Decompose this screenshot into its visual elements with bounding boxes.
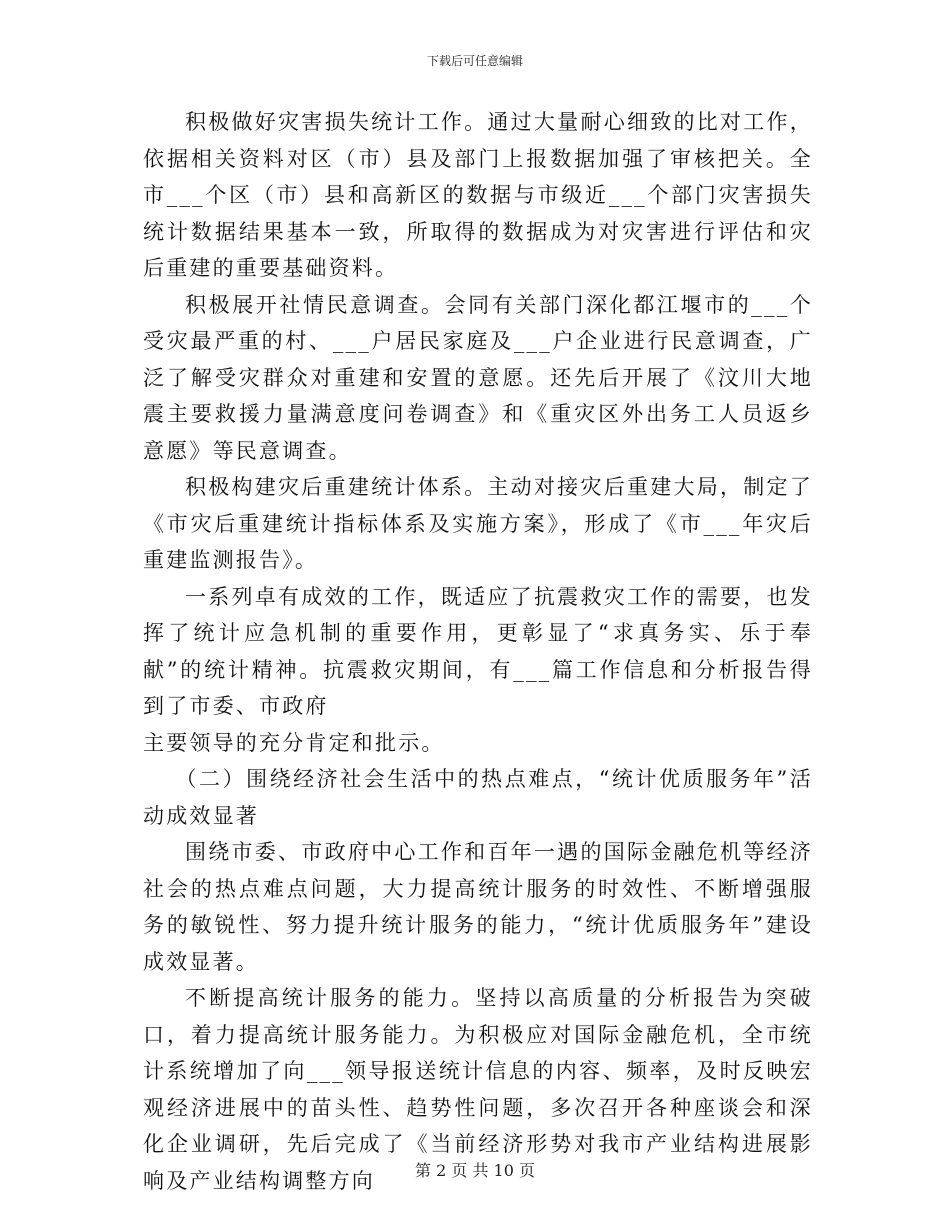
paragraph-hotspot-issues: 围绕市委、市政府中心工作和百年一遇的国际金融危机等经济社会的热点难点问题，大力提高统计服务的时效性、不断增强服务的敏锐性、努力提升统计服务的能力，“统计优质服务年”建设成效显著。 [143, 840, 813, 974]
paragraph-public-opinion-survey: 积极展开社情民意调查。会同有关部门深化都江堰市的___个受灾最严重的村、___户居民家庭及___户企业进行民意调查，广泛了解受灾群众对重建和安置的意愿。还先后开展了《汶川大地震主要救援力量满意度问卷调查》和《重灾区外出务工人员返乡意愿》等民意调查。 [143, 292, 813, 463]
page-header: 下载后可任意编辑 [426, 54, 523, 68]
document-body [143, 104, 813, 1199]
paragraph-disaster-loss-statistics: 积极做好灾害损失统计工作。通过大量耐心细致的比对工作，依据相关资料对区（市）县及部门上报数据加强了审核把关。全市___个区（市）县和高新区的数据与市级近___个部门灾害损失统计数据结果基本一致，所取得的数据成为对灾害进行评估和灾后重建的重要基础资料。 [143, 110, 813, 280]
page-number: 第 2 页 共 10 页 [415, 1161, 535, 1180]
paragraph-reconstruction-statistics-system: 积极构建灾后重建统计体系。主动对接灾后重建大局，制定了《市灾后重建统计指标体系及实施方案》，形成了《市___年灾后重建监测报告》。 [143, 475, 813, 572]
paragraph-leadership-affirmation: 主要领导的充分肯定和批示。 [143, 730, 445, 755]
paragraph-emergency-mechanism: 一系列卓有成效的工作，既适应了抗震救灾工作的需要，也发挥了统计应急机制的重要作用，更彰显了“求真务实、乐于奉献”的统计精神。抗震救灾期间，有___篇工作信息和分析报告得到了市委、市政府 [143, 584, 813, 718]
section-heading-quality-service-year: （二）围绕经济社会生活中的热点难点，“统计优质服务年”活动成效显著 [143, 767, 813, 828]
paragraph-service-capability: 不断提高统计服务的能力。坚持以高质量的分析报告为突破口，着力提高统计服务能力。为积极应对国际金融危机，全市统计系统增加了向___领导报送统计信息的内容、频率，及时反映宏观经济进展中的苗头性、趋势性问题，多次召开各种座谈会和深化企业调研，先后完成了《当前经济形势对我市产业结构进展影响及产业结构调整方向 [143, 986, 813, 1193]
